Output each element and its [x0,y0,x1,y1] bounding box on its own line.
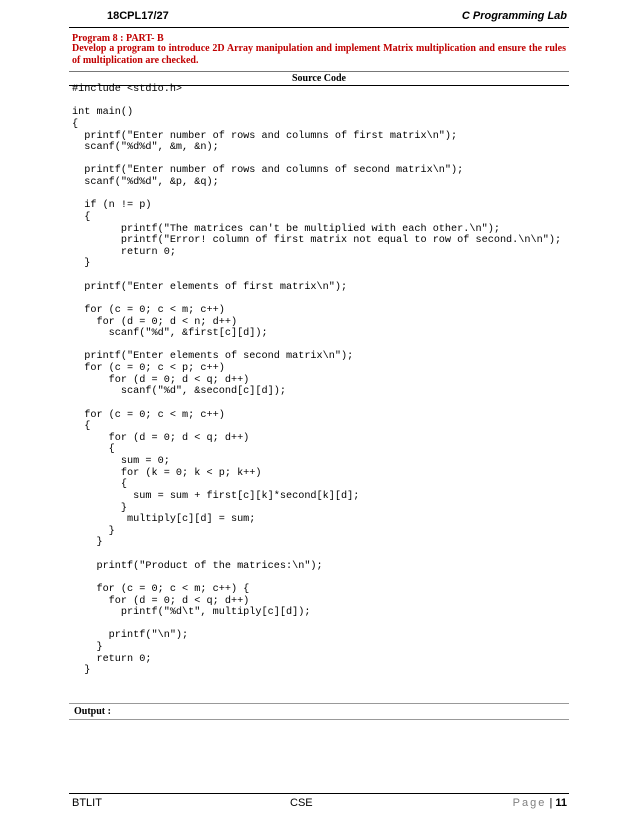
code-line: scanf("%d%d", &p, &q); [72,177,219,188]
code-line: for (c = 0; c < m; c++) [72,304,225,316]
code-line: } [72,665,91,677]
code-line: for (d = 0; d < q; d++) [72,595,250,607]
footer-department: CSE [290,797,313,809]
code-line: for (d = 0; d < q; d++) [72,374,250,386]
code-line: for (c = 0; c < p; c++) [72,363,225,374]
code-line: } [72,537,103,549]
code-line: scanf("%d", &first[c][d]); [72,328,268,340]
code-line: scanf("%d%d", &m, &n); [72,142,219,154]
footer-page-separator: | [549,797,553,809]
footer-page-indicator [513,797,567,809]
footer-institution: BTLIT [72,797,102,809]
code-line: if (n != p) [72,200,152,212]
code-line: return 0; [72,653,152,665]
output-label: Output : [74,706,111,717]
code-line: printf("Product of the matrices:\n"); [72,560,323,572]
code-line: return 0; [72,246,176,258]
header-course-code: 18CPL17/27 [107,10,169,22]
output-rule-bottom [69,719,569,720]
code-line: multiply[c][d] = sum; [72,514,256,526]
code-line: } [72,258,91,270]
code-line: printf("%d\t", multiply[c][d]); [72,607,311,619]
code-line: printf("Enter elements of second matrix\n"); [72,351,354,363]
code-line: for (d = 0; d < n; d++) [72,316,238,328]
code-line: printf("\n"); [72,630,189,642]
code-line: for (d = 0; d < q; d++) [72,432,250,444]
code-line: { [72,118,79,130]
code-line: sum = sum + first[c][k]*second[k][d]; [72,490,360,502]
program-title: Program 8 : PART- B [72,33,164,44]
source-code-label: Source Code [292,73,346,84]
code-line: printf("Enter elements of first matrix\n"); [72,281,348,293]
header-lab-name: C Programming Lab [461,10,567,22]
source-code-rule-top [69,71,569,72]
code-line: printf("Enter number of rows and columns of first matrix\n"); [72,130,458,142]
code-line: for (c = 0; c < m; c++) { [72,583,250,595]
code-line: } [72,642,103,653]
code-line: for (k = 0; k < p; k++) [72,467,262,479]
header-divider [69,27,569,28]
code-line: { [72,479,128,491]
code-line: printf("Enter number of rows and columns of second matrix\n"); [72,165,464,177]
code-line: { [72,421,91,433]
footer-page-number: 11 [555,797,567,809]
footer-divider [69,793,569,794]
code-line: { [72,211,91,223]
code-line: int main() [72,107,134,119]
source-code-block [72,84,561,677]
code-line: #include <stdio.h> [72,84,183,95]
code-line: { [72,444,115,456]
code-line: sum = 0; [72,456,170,467]
code-line: printf("The matrices can't be multiplied with each other.\n"); [72,223,500,235]
code-line: printf("Error! column of first matrix not equal to row of second.\n\n"); [72,235,562,247]
footer-page-word: Page [512,797,547,809]
code-line: } [72,525,115,537]
code-line: scanf("%d", &second[c][d]); [72,386,286,398]
code-line: for (c = 0; c < m; c++) [72,409,225,421]
output-rule-top [69,703,569,704]
program-description: Develop a program to introduce 2D Array manipulation and implement Matrix multiplication and ensure the rules of multiplication are checked. [72,43,566,66]
code-line: } [72,502,128,514]
